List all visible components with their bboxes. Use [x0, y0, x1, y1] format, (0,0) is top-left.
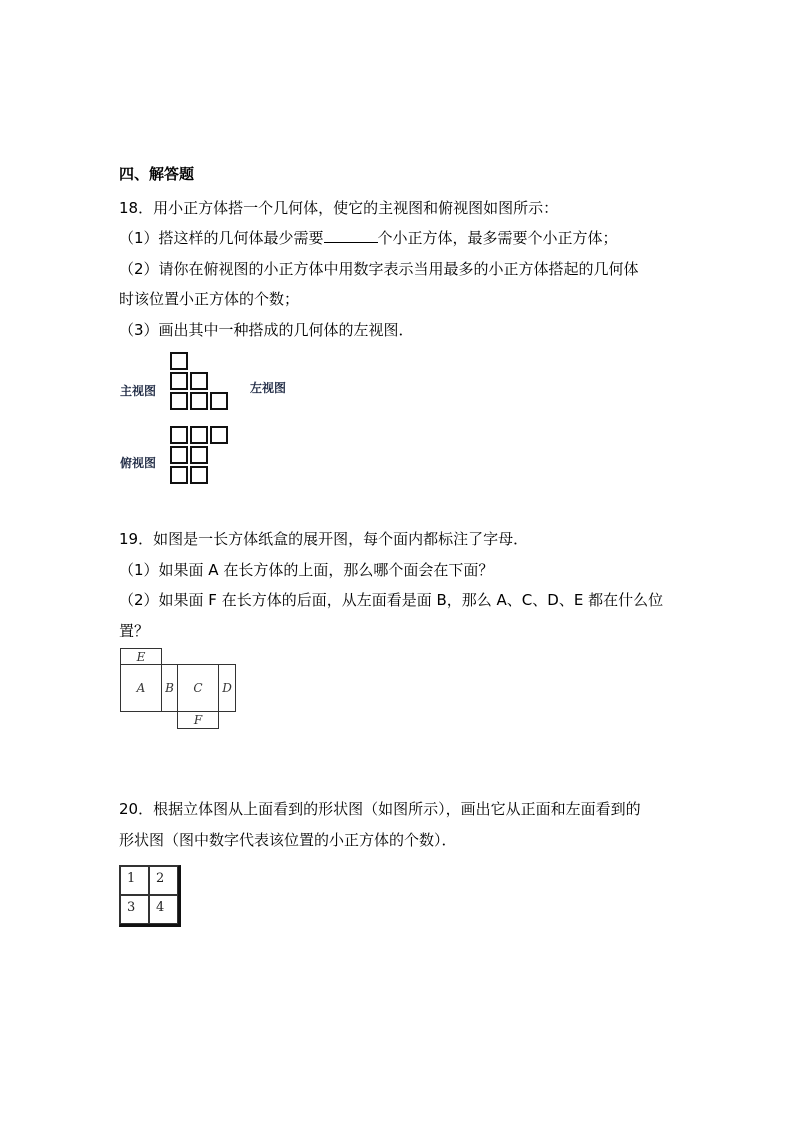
face-f: F — [177, 711, 219, 729]
q18-part2-line2: 时该位置小正方体的个数； — [119, 290, 300, 308]
q18-part1-suffix: 个小正方体，最多需要个小正方体； — [377, 229, 618, 247]
grid-cell: 3 — [120, 895, 149, 924]
top-view-cell[interactable] — [170, 446, 188, 464]
top-view-cell[interactable] — [170, 426, 188, 444]
top-view-count-grid — [119, 865, 181, 927]
grid-cell: 2 — [149, 866, 178, 895]
front-view-cell — [170, 372, 188, 390]
q18-part3: （3）画出其中一种搭成的几何体的左视图． — [119, 321, 414, 339]
front-view-label: 主视图 — [120, 384, 157, 398]
top-view-cell[interactable] — [190, 426, 208, 444]
front-view-cell — [170, 352, 188, 370]
q19-part2-line2: 置？ — [119, 622, 150, 640]
q18-figure — [118, 350, 293, 486]
top-view-cell[interactable] — [170, 466, 188, 484]
grid-cell: 1 — [120, 866, 149, 895]
face-e: E — [120, 648, 162, 665]
q18-stem: 18．用小正方体搭一个几何体，使它的主视图和俯视图如图所示： — [119, 199, 559, 217]
top-view-label: 俯视图 — [120, 456, 157, 470]
q19-part1: （1）如果面 A 在长方体的上面，那么哪个面会在下面？ — [119, 561, 494, 579]
face-c: C — [177, 664, 219, 712]
answer-blank[interactable] — [324, 228, 378, 243]
box-net — [120, 648, 238, 730]
q20-stem-line1: 20．根据立体图从上面看到的形状图（如图所示），画出它从正面和左面看到的 — [119, 800, 641, 818]
front-view-cell — [190, 392, 208, 410]
grid-cell: 4 — [149, 895, 178, 924]
section-title: 四、解答题 — [119, 165, 195, 183]
face-d: D — [218, 664, 236, 712]
face-b: B — [161, 664, 178, 712]
face-a: A — [120, 664, 162, 712]
front-view-cell — [170, 392, 188, 410]
top-view-cell[interactable] — [190, 466, 208, 484]
front-view-cell — [190, 372, 208, 390]
q18-part2-line1: （2）请你在俯视图的小正方体中用数字表示当用最多的小正方体搭起的几何体 — [119, 260, 639, 278]
front-view-cell — [210, 392, 228, 410]
q18-part1-prefix: （1）搭这样的几何体最少需要 — [119, 229, 324, 247]
q19-stem: 19．如图是一长方体纸盒的展开图，每个面内都标注了字母． — [119, 530, 529, 548]
q19-part2-line1: （2）如果面 F 在长方体的后面，从左面看是面 B，那么 A、C、D、E 都在什么位 — [119, 591, 664, 609]
top-view-cell[interactable] — [190, 446, 208, 464]
q18-part1 — [119, 228, 618, 248]
q20-stem-line2: 形状图（图中数字代表该位置的小正方体的个数）． — [119, 831, 457, 849]
top-view-cell[interactable] — [210, 426, 228, 444]
left-view-label: 左视图 — [250, 381, 287, 395]
